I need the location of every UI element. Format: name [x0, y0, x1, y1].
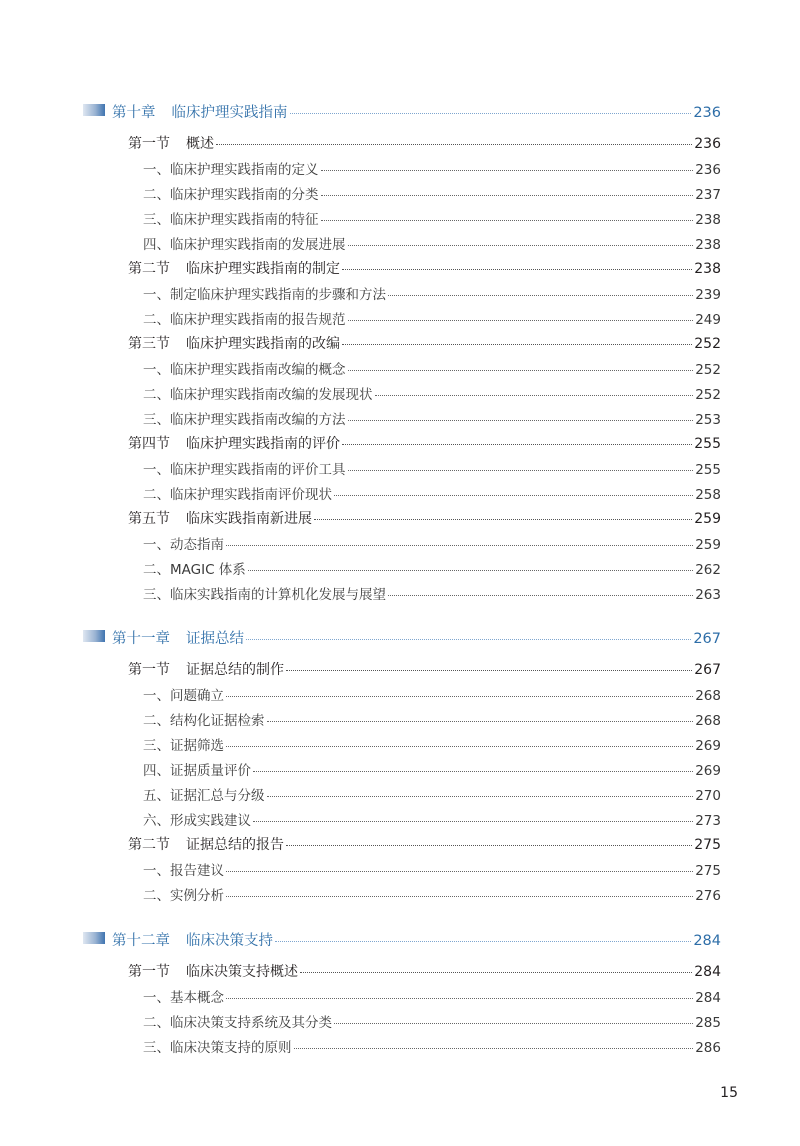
dot-leader	[267, 796, 694, 797]
toc-entry-title: 一、问题确立	[143, 688, 224, 704]
toc-item-entry[interactable]	[143, 784, 721, 804]
toc-entry-label	[112, 929, 273, 950]
toc-entry-label	[143, 583, 386, 603]
toc-entry-label	[143, 533, 224, 553]
toc-entry-page: 262	[695, 562, 721, 578]
dot-leader	[226, 871, 693, 872]
toc-entry-page: 238	[695, 212, 721, 228]
toc-entry-title: 二、临床护理实践指南改编的发展现状	[143, 387, 373, 403]
toc-item-entry[interactable]	[143, 533, 721, 553]
toc-entry-title: 临床护理实践指南	[171, 105, 288, 121]
toc-entry-title: 一、临床护理实践指南的评价工具	[143, 462, 346, 478]
toc-entry-page: 275	[695, 863, 721, 879]
toc-chapter-entry[interactable]	[112, 101, 721, 122]
toc-entry-title: 临床决策支持概述	[186, 964, 298, 980]
dot-leader	[226, 696, 693, 697]
toc-entry-title: 三、临床实践指南的计算机化发展与展望	[143, 587, 386, 603]
toc-entry-label	[143, 809, 251, 829]
toc-entry-label	[128, 659, 284, 679]
toc-entry-page: 253	[695, 412, 721, 428]
toc-section-entry[interactable]	[128, 659, 721, 679]
toc-item-entry[interactable]	[143, 734, 721, 754]
toc-entry-title: 三、临床护理实践指南的特征	[143, 212, 319, 228]
toc-entry-page: 268	[695, 713, 721, 729]
toc-item-entry[interactable]	[143, 684, 721, 704]
toc-entry-title: 临床护理实践指南的制定	[186, 261, 340, 277]
toc-entry-page: 252	[695, 362, 721, 378]
toc-entry-label	[143, 884, 224, 904]
toc-entry-title: 二、实例分析	[143, 888, 224, 904]
toc-entry-label	[128, 258, 340, 278]
gradient-bar-icon	[83, 104, 105, 116]
toc-entry-label	[143, 158, 319, 178]
toc-entry-number: 第一节	[128, 136, 170, 152]
toc-entry-title: 五、证据汇总与分级	[143, 788, 265, 804]
dot-leader	[375, 395, 694, 396]
toc-entry-title: 证据总结的报告	[186, 837, 284, 853]
toc-entry-title: 四、证据质量评价	[143, 763, 251, 779]
toc-entry-label	[143, 283, 386, 303]
dot-leader	[321, 220, 694, 221]
toc-entry-label	[143, 1011, 332, 1031]
toc-entry-number: 第三节	[128, 336, 170, 352]
toc-entry-number: 第一节	[128, 964, 170, 980]
toc-entry-title: 二、结构化证据检索	[143, 713, 265, 729]
toc-item-entry[interactable]	[143, 183, 721, 203]
toc-entry-label	[143, 558, 246, 578]
toc-section-entry[interactable]	[128, 258, 721, 278]
toc-section-entry[interactable]	[128, 333, 721, 353]
toc-entry-title: 三、临床护理实践指南改编的方法	[143, 412, 346, 428]
dot-leader	[253, 821, 693, 822]
toc-entry-label	[143, 709, 265, 729]
toc-entry-label	[143, 483, 332, 503]
toc-item-entry[interactable]	[143, 283, 721, 303]
toc-entry-label	[143, 859, 224, 879]
toc-entry-page: 267	[694, 662, 721, 678]
toc-item-entry[interactable]	[143, 358, 721, 378]
toc-entry-title: 临床护理实践指南的改编	[186, 336, 340, 352]
dot-leader	[253, 771, 693, 772]
dot-leader	[216, 144, 692, 145]
toc-entry-page: 249	[695, 312, 721, 328]
toc-chapter-entry[interactable]	[112, 929, 721, 950]
toc-item-entry[interactable]	[143, 709, 721, 729]
dot-leader	[226, 746, 693, 747]
toc-entry-page: 284	[695, 990, 721, 1006]
toc-entry-label	[128, 333, 340, 353]
toc-entry-title: 一、制定临床护理实践指南的步骤和方法	[143, 287, 386, 303]
dot-leader	[248, 570, 693, 571]
toc-entry-title: 一、报告建议	[143, 863, 224, 879]
toc-entry-page: 285	[695, 1015, 721, 1031]
toc-entry-label	[143, 684, 224, 704]
toc-entry-page: 259	[695, 537, 721, 553]
dot-leader	[388, 595, 693, 596]
toc-item-entry[interactable]	[143, 809, 721, 829]
toc-item-entry[interactable]	[143, 158, 721, 178]
toc-entry-title: 二、MAGIC 体系	[143, 562, 246, 578]
toc-entry-page: 236	[695, 162, 721, 178]
toc-entry-label	[143, 408, 346, 428]
toc-entry-number: 第五节	[128, 511, 170, 527]
toc-entry-label	[112, 101, 288, 122]
toc-item-entry[interactable]	[143, 859, 721, 879]
toc-entry-label	[143, 308, 346, 328]
toc-entry-title: 临床实践指南新进展	[186, 511, 312, 527]
dot-leader	[286, 670, 692, 671]
dot-leader	[300, 972, 692, 973]
toc-item-entry[interactable]	[143, 759, 721, 779]
toc-entry-page: 238	[695, 237, 721, 253]
dot-leader	[342, 269, 692, 270]
toc-entry-page: 269	[695, 738, 721, 754]
dot-leader	[342, 444, 692, 445]
toc-entry-label	[143, 784, 265, 804]
toc-item-entry[interactable]	[143, 1011, 721, 1031]
toc-entry-label	[128, 961, 298, 981]
toc-item-entry[interactable]	[143, 458, 721, 478]
dot-leader	[342, 344, 692, 345]
toc-entry-number: 第十章	[112, 105, 156, 121]
toc-entry-label	[143, 734, 224, 754]
dot-leader	[246, 639, 691, 640]
toc-section-entry[interactable]	[128, 834, 721, 854]
toc-entry-title: 二、临床护理实践指南的分类	[143, 187, 319, 203]
dot-leader	[334, 1023, 693, 1024]
toc-entry-title: 二、临床护理实践指南评价现状	[143, 487, 332, 503]
toc-entry-page: 286	[695, 1040, 721, 1056]
toc-entry-label	[143, 358, 346, 378]
toc-entry-label	[128, 433, 340, 453]
dot-leader	[314, 519, 692, 520]
toc-entry-title: 一、基本概念	[143, 990, 224, 1006]
dot-leader	[348, 370, 694, 371]
toc-chapter-entry[interactable]	[112, 627, 721, 648]
toc-section-entry[interactable]	[128, 133, 721, 153]
toc-entry-title: 临床决策支持	[186, 933, 273, 949]
toc-entry-page: 259	[694, 511, 721, 527]
toc-entry-page: 273	[695, 813, 721, 829]
toc-entry-title: 临床护理实践指南的评价	[186, 436, 340, 452]
toc-section-entry[interactable]	[128, 433, 721, 453]
toc-section-entry[interactable]	[128, 508, 721, 528]
toc-entry-page: 236	[693, 105, 721, 121]
toc-entry-label	[143, 1036, 292, 1056]
toc-entry-number: 第十一章	[112, 631, 170, 647]
dot-leader	[286, 845, 692, 846]
toc-entry-page: 267	[693, 631, 721, 647]
toc-entry-label	[143, 986, 224, 1006]
toc-entry-page: 252	[695, 387, 721, 403]
toc-entry-number: 第十二章	[112, 933, 170, 949]
dot-leader	[321, 170, 694, 171]
toc-entry-title: 概述	[186, 136, 214, 152]
toc-item-entry[interactable]	[143, 308, 721, 328]
toc-entry-number: 第二节	[128, 261, 170, 277]
dot-leader	[290, 113, 692, 114]
toc-entry-page: 236	[694, 136, 721, 152]
dot-leader	[334, 495, 693, 496]
toc-item-entry[interactable]	[143, 383, 721, 403]
toc-entry-number: 第一节	[128, 662, 170, 678]
toc-entry-label	[128, 834, 284, 854]
dot-leader	[388, 295, 693, 296]
toc-entry-label	[128, 133, 214, 153]
toc-entry-page: 284	[693, 933, 721, 949]
dot-leader	[348, 470, 694, 471]
dot-leader	[321, 195, 694, 196]
toc-entry-page: 239	[695, 287, 721, 303]
dot-leader	[294, 1048, 694, 1049]
toc-entry-title: 三、证据筛选	[143, 738, 224, 754]
toc-entry-title: 一、临床护理实践指南改编的概念	[143, 362, 346, 378]
toc-entry-title: 二、临床决策支持系统及其分类	[143, 1015, 332, 1031]
toc-entry-page: 263	[695, 587, 721, 603]
toc-item-entry[interactable]	[143, 233, 721, 253]
toc-entry-title: 三、临床决策支持的原则	[143, 1040, 292, 1056]
toc-entry-page: 258	[695, 487, 721, 503]
toc-item-entry[interactable]	[143, 208, 721, 228]
toc-entry-title: 一、动态指南	[143, 537, 224, 553]
dot-leader	[348, 420, 694, 421]
toc-entry-page: 255	[695, 462, 721, 478]
dot-leader	[226, 998, 693, 999]
toc-entry-page: 269	[695, 763, 721, 779]
toc-entry-title: 二、临床护理实践指南的报告规范	[143, 312, 346, 328]
toc-item-entry[interactable]	[143, 558, 721, 578]
toc-item-entry[interactable]	[143, 884, 721, 904]
toc-item-entry[interactable]	[143, 986, 721, 1006]
toc-entry-page: 238	[694, 261, 721, 277]
toc-entry-label	[143, 208, 319, 228]
toc-entry-label	[112, 627, 244, 648]
toc-entry-number: 第二节	[128, 837, 170, 853]
toc-item-entry[interactable]	[143, 483, 721, 503]
toc-item-entry[interactable]	[143, 583, 721, 603]
dot-leader	[275, 941, 691, 942]
toc-entry-title: 证据总结	[186, 631, 244, 647]
toc-entry-page: 252	[694, 336, 721, 352]
toc-entry-title: 四、临床护理实践指南的发展进展	[143, 237, 346, 253]
dot-leader	[348, 245, 694, 246]
toc-entry-label	[143, 233, 346, 253]
toc-entry-label	[143, 183, 319, 203]
toc-entry-title: 六、形成实践建议	[143, 813, 251, 829]
page-number: 15	[720, 1085, 738, 1101]
dot-leader	[348, 320, 694, 321]
toc-entry-label	[143, 458, 346, 478]
toc-entry-label	[143, 383, 373, 403]
toc-entry-page: 276	[695, 888, 721, 904]
toc-entry-title: 证据总结的制作	[186, 662, 284, 678]
dot-leader	[267, 721, 694, 722]
toc-item-entry[interactable]	[143, 408, 721, 428]
toc-entry-label	[128, 508, 312, 528]
toc-entry-label	[143, 759, 251, 779]
toc-entry-page: 255	[694, 436, 721, 452]
dot-leader	[226, 545, 693, 546]
toc-entry-page: 268	[695, 688, 721, 704]
gradient-bar-icon	[83, 932, 105, 944]
toc-entry-title: 一、临床护理实践指南的定义	[143, 162, 319, 178]
toc-section-entry[interactable]	[128, 961, 721, 981]
dot-leader	[226, 896, 693, 897]
toc-entry-page: 270	[695, 788, 721, 804]
toc-entry-page: 275	[694, 837, 721, 853]
toc-entry-page: 284	[694, 964, 721, 980]
toc-item-entry[interactable]	[143, 1036, 721, 1056]
gradient-bar-icon	[83, 630, 105, 642]
toc-entry-page: 237	[695, 187, 721, 203]
toc-entry-number: 第四节	[128, 436, 170, 452]
